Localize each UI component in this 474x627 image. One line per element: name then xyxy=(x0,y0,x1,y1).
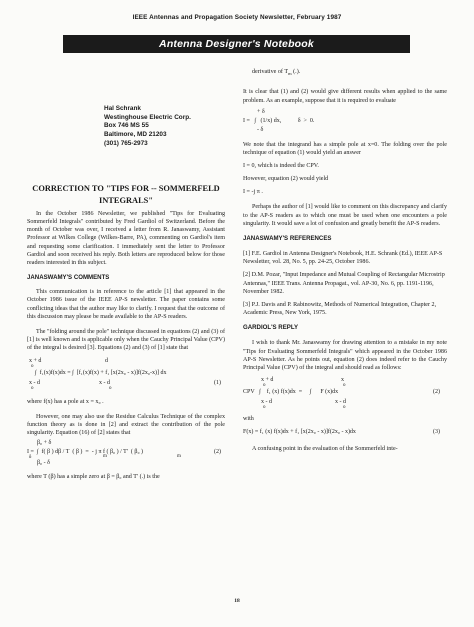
clarification-paragraph: Perhaps the author of [1] would like to comment on this discrepancy and clarify to the AP-S readers as to which one must be used when one encounters a pole singularity. It would save a lot of confusion and greatly benefit the AP-S readers. xyxy=(243,204,447,227)
eq4-subscript-2: o xyxy=(343,382,346,388)
comments-paragraph-2: The "folding around the pole" technique discussed in equations (2) and (3) of [1] is well known and is applicable only when the Cauchy Principal Value (CPV) of the integral is desired [3]. Equations (2) and (3) of [1] state that xyxy=(27,328,225,352)
eq2-number: (2) xyxy=(214,448,221,455)
residue-result: I = -j π . xyxy=(243,189,263,196)
integrand-paragraph: We note that the integrand has a simple pole at x=0. The folding over the pole technique of equation (1) would yield an answer xyxy=(243,141,447,156)
author-block xyxy=(104,105,234,149)
article-title xyxy=(27,183,225,206)
eq4-upper-limit-right: x xyxy=(341,376,344,383)
pole-statement: where f(x) has a pole at x = x₀ . xyxy=(27,399,104,406)
page-number: 18 xyxy=(234,598,240,604)
eq1-subscript: o xyxy=(31,364,34,370)
running-header: IEEE Antennas and Propagation Society Newsletter, February 1987 xyxy=(132,14,342,21)
eq4-subscript-4: o xyxy=(343,404,346,410)
eq4-subscript-1: o xyxy=(263,382,266,388)
equation-3 xyxy=(243,109,447,137)
eq1-number: (1) xyxy=(214,380,221,387)
eq1-subscript-2: o xyxy=(31,386,34,392)
zero-statement: where T (β) has a simple zero at β = β₀ and T' (.) is the xyxy=(27,473,160,480)
eq4-lower-limit-left: x - d xyxy=(261,398,272,405)
closing-line: A confusing point in the evaluation of the Sommerfeld inte- xyxy=(252,446,398,453)
eq5-number: (3) xyxy=(433,429,440,436)
eq4-lower-limit-right: x - d xyxy=(335,398,346,405)
equation-4 xyxy=(243,377,447,411)
eq1-subscript-3: o xyxy=(109,386,112,392)
eq4-number: (2) xyxy=(433,388,440,395)
eq2-lower-limit: β₀ - δ xyxy=(37,459,50,466)
eq1-body: ∫ f₁(x)f(x)dx = ∫ [f₁(x)f(x) + f₁ [x(2x₀ - x)]f(2x₀-x)] dx xyxy=(35,370,167,377)
derivative-subscript-m: m xyxy=(288,71,292,77)
derivative-line xyxy=(243,68,447,78)
column-banner: Antenna Designer's Notebook xyxy=(63,35,410,53)
eq5-body: F(x) = f₁ (x) f(x)dx + f₁ [x(2x₀ - x)]f(2x₀ - x)dx xyxy=(243,429,356,436)
however-line: However, equation (2) would yield xyxy=(243,176,329,183)
section-heading-comments: JANASWAMY'S COMMENTS xyxy=(27,274,110,282)
intro-paragraph: In the October 1986 Newsletter, we published "Tips for Evaluating Sommerfeld Integrals" contributed by Fred Gardiol of Switzerland. Before the month of October was over, I received a letter from R. Janaswamy, Assistant Professor at Wilkes College (Wilkes-Barre, PA), commenting on Gardiol's item and requesting some clarification. I immediately sent the letter to Professor Gardiol and soon received his reply. Both letters are reproduced below for those readers interested in this subject. xyxy=(27,211,225,266)
eq2-subscript-m-2: m xyxy=(177,453,181,459)
author-phone: (301) 765-2973 xyxy=(104,139,148,147)
eq2-upper-limit: β₀ + δ xyxy=(37,439,52,446)
cpv-result: I = 0, which is indeed the CPV. xyxy=(243,163,319,169)
eq4-subscript-3: o xyxy=(263,404,266,410)
eq1-upper-limit-right: d xyxy=(105,358,108,365)
author-org: Westinghouse Electric Corp. xyxy=(104,113,191,121)
article-title-line-1: CORRECTION TO "TIPS FOR -- SOMMERFELD xyxy=(32,184,220,193)
eq1-lower-limit-right: x - d xyxy=(99,380,110,387)
section-heading-reply: GARDIOL'S REPLY xyxy=(243,324,299,332)
reply-paragraph: I wish to thank Mr. Janaswamy for drawing attention to a mistake in my note "Tips for Evaluating Sommerfeld Integrals" which appeared in the October 1986 AP-S Newsletter. As he points out, equation (2) does indeed refer to the Cauchy Principal Value (CPV) of the integral and should read as follows: xyxy=(243,340,447,371)
comments-paragraph-1: This communication is in reference to the article [1] that appeared in the October 1986 issue of the IEEE AP-S newsletter. The paper contains some conflicting ideas that the author may like to clarify. I request that the outcome of this discussion may please be made available to the AP-S readers. xyxy=(27,289,225,320)
with-label: with xyxy=(243,415,254,422)
reference-2: [2] D.M. Pozar, "Input Impedance and Mutual Coupling of Rectangular Microstrip Antennas," IEEE Trans. Antenna Propagat., vol. AP-30, No. 6, pp. 1191-1196, November 1982. xyxy=(243,272,445,295)
residue-paragraph: However, one may also use the Residue Calculus Technique of the complex function theory as is done in [2] and extract the contribution of the pole singularity. Equation (16) of [2] states that xyxy=(27,413,225,436)
equation-2 xyxy=(27,440,225,470)
derivative-text: derivative of $T_m$ (.). xyxy=(252,69,301,77)
equation-1 xyxy=(27,358,225,392)
eq2-subscript-m: m xyxy=(103,453,107,459)
right-column xyxy=(243,68,447,456)
eq2-lhs-subscript: δ xyxy=(29,454,32,460)
author-name: Hal Schrank xyxy=(104,105,141,112)
author-box: Box 746 MS 55 xyxy=(104,122,149,130)
author-city: Baltimore, MD 21203 xyxy=(104,131,167,139)
eq1-upper-limit-left: x + d xyxy=(29,358,42,365)
eq4-body: CPV ∫ f₁ (x) f(x)dx = ∫ F (x)dx xyxy=(243,388,339,395)
eq3-lower-limit: - δ xyxy=(257,126,264,133)
eq3-upper-limit: + δ xyxy=(257,108,265,115)
left-column xyxy=(27,183,225,484)
eq2-body: I = ∫ f( β ) dβ / T ( β ) = - j π f ( β₀ ) / T' ( β₀ ) xyxy=(27,448,144,455)
eq4-upper-limit-left: x + d xyxy=(261,376,274,383)
equation-5 xyxy=(243,427,447,441)
reference-1: [1] F.E. Gardiol in Antenna Designer's Notebook, H.E. Schrank (Ed.), IEEE AP-S Newsletter, vol. 28, No. 5, pp. 24-25, October 1986. xyxy=(243,251,443,266)
article-title-line-2: INTEGRALS" xyxy=(99,195,153,205)
eq1-lower-limit-left: x - d xyxy=(29,380,40,387)
reference-3: [3] P.J. Davis and P. Rabinowitz, Methods of Numerical Integration, Chapter 2, Academic Press, New York, 1975. xyxy=(243,301,437,317)
section-heading-references: JANASWAMY'S REFERENCES xyxy=(243,234,332,242)
eq3-body: I = ∫ (1/x) dx, δ > 0. xyxy=(243,117,315,124)
discrepancy-paragraph: It is clear that (1) and (2) would give different results when applied to the same problem. As an example, suppose that it is required to evaluate xyxy=(243,89,447,104)
